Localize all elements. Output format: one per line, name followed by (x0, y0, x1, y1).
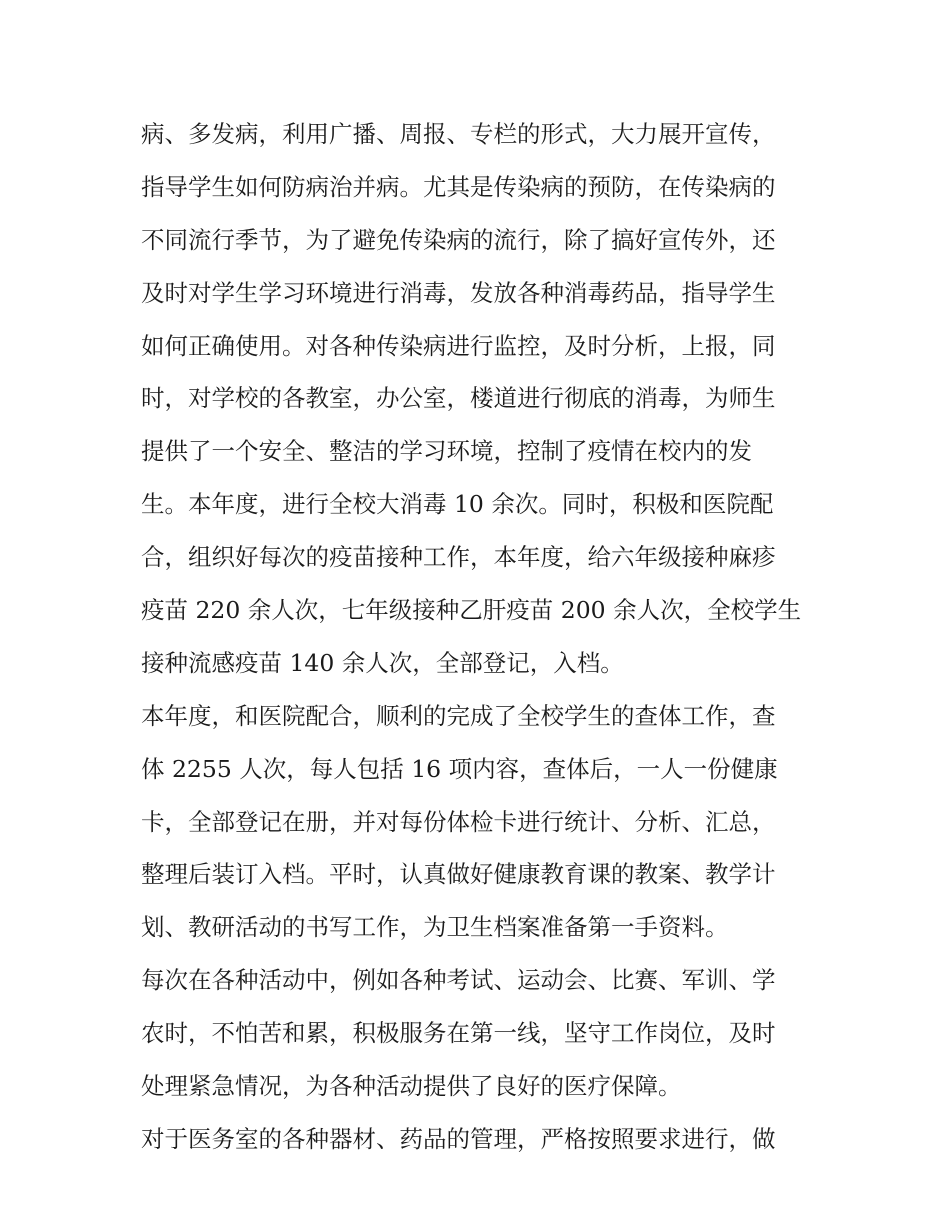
text-line: 接种流感疫苗 140 余人次，全部登记，入档。 (141, 648, 624, 677)
text-line: 疫苗 220 余人次，七年级接种乙肝疫苗 200 余人次，全校学生 (141, 596, 802, 625)
text-line: 生。本年度，进行全校大消毒 10 余次。同时，积极和医院配 (141, 490, 774, 519)
text-line: 提供了一个安全、整洁的学习环境，控制了疫情在校内的发 (141, 437, 752, 466)
body-text (141, 108, 821, 1166)
text-line: 每次在各种活动中，例如各种考试、运动会、比赛、军训、学 (141, 966, 776, 995)
text-line: 不同流行季节，为了避免传染病的流行，除了搞好宣传外，还 (141, 225, 776, 254)
text-line: 病、多发病，利用广播、周报、专栏的形式，大力展开宣传， (141, 120, 776, 148)
text-line: 卡，全部登记在册，并对每份体检卡进行统计、分析、汇总， (141, 807, 776, 836)
text-line: 农时，不怕苦和累，积极服务在第一线，坚守工作岗位，及时 (141, 1019, 776, 1048)
text-line: 时，对学校的各教室，办公室，楼道进行彻底的消毒，为师生 (141, 384, 776, 413)
text-line: 合，组织好每次的疫苗接种工作，本年度，给六年级接种麻疹 (141, 543, 776, 572)
text-line: 体 2255 人次，每人包括 16 项内容，查体后，一人一份健康 (141, 754, 778, 783)
text-line: 本年度，和医院配合，顺利的完成了全校学生的查体工作，查 (141, 701, 776, 730)
text-line: 划、教研活动的书写工作，为卫生档案准备第一手资料。 (141, 913, 729, 942)
text-line: 指导学生如何防病治并病。尤其是传染病的预防，在传染病的 (141, 172, 776, 201)
text-line: 如何正确使用。对各种传染病进行监控，及时分析，上报，同 (141, 331, 776, 360)
text-line: 处理紧急情况，为各种活动提供了良好的医疗保障。 (141, 1072, 682, 1101)
text-line: 及时对学生学习环境进行消毒，发放各种消毒药品，指导学生 (141, 278, 776, 307)
text-line: 整理后装订入档。平时，认真做好健康教育课的教案、教学计 (141, 860, 776, 889)
text-line: 对于医务室的各种器材、药品的管理，严格按照要求进行，做 (141, 1124, 776, 1153)
